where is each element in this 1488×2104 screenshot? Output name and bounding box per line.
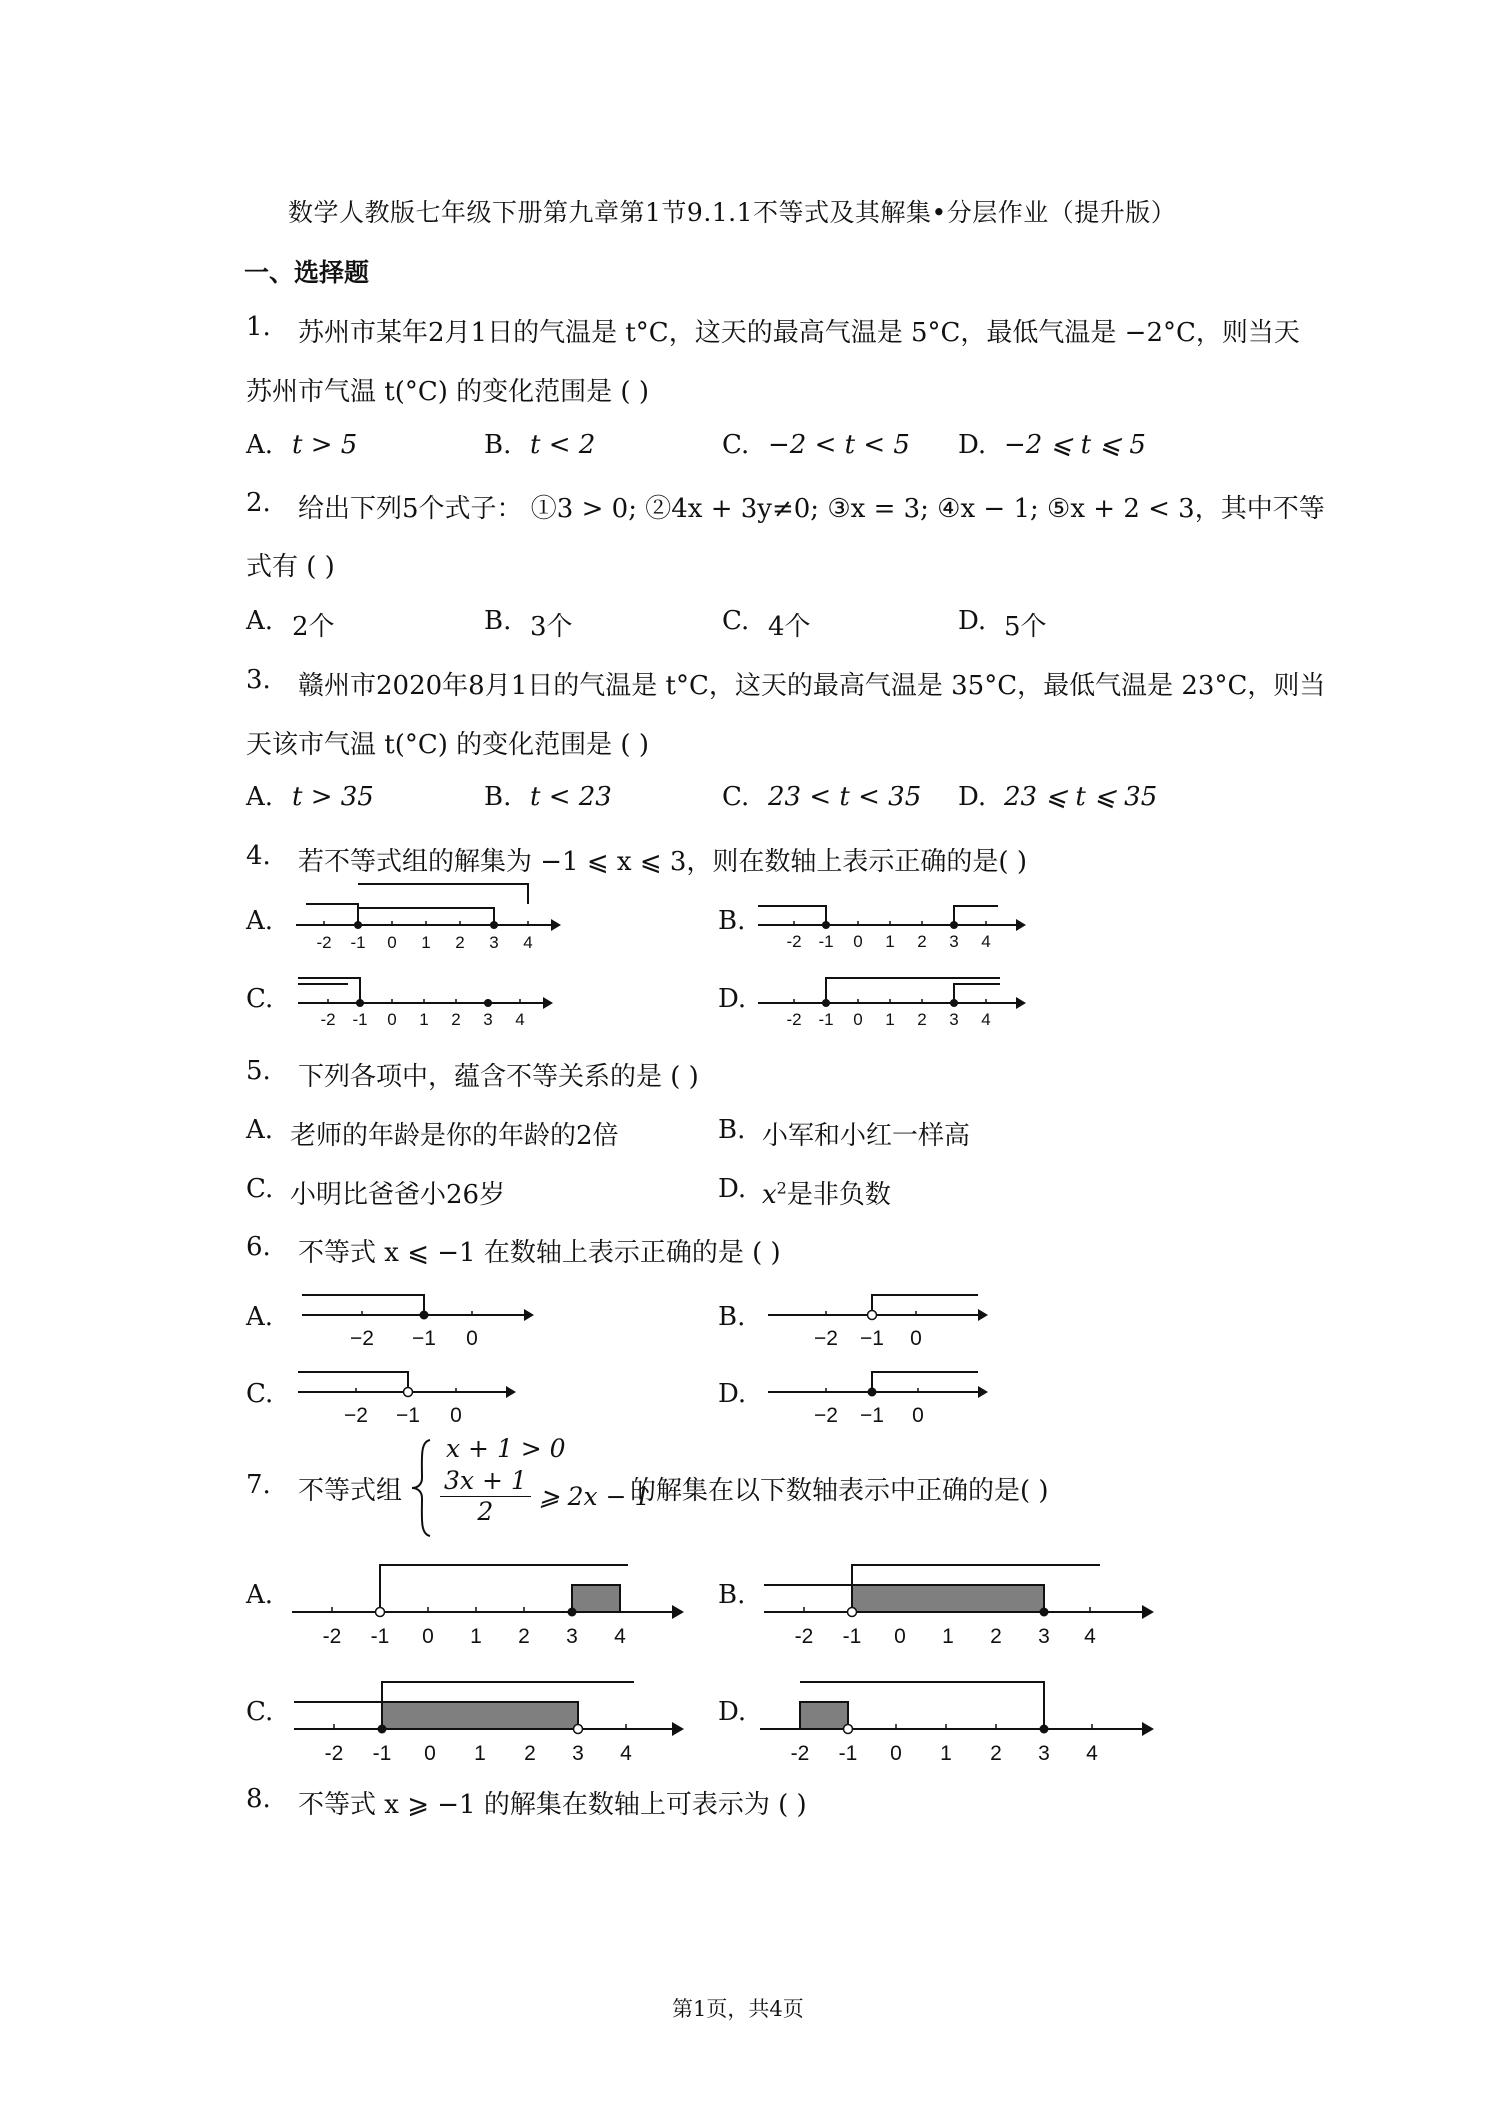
q5-option-a-text: 老师的年龄是你的年龄的2倍	[290, 1121, 619, 1151]
q6-option-c-label[interactable]: C.	[246, 1379, 274, 1409]
q3-option-b-label[interactable]: B.	[484, 782, 512, 812]
q2-option-a-text: 2个	[292, 612, 335, 642]
tick-label: 3	[1038, 1742, 1050, 1765]
tick-label: 3	[949, 932, 959, 951]
q7-option-d-label[interactable]: D.	[718, 1697, 747, 1727]
q3-option-b-text: t < 23	[530, 782, 612, 812]
q6-option-b-number-line	[768, 1285, 998, 1355]
question-3-number: 3.	[246, 665, 271, 695]
question-5-line1: 下列各项中，蕴含不等关系的是 ( )	[298, 1062, 699, 1092]
tick-label: 1	[940, 1742, 952, 1765]
tick-label: 2	[451, 1010, 461, 1029]
tick-label: 1	[421, 933, 431, 952]
q2-option-d-text: 5个	[1004, 612, 1047, 642]
system-rhs: ⩾ 2x − 1	[538, 1482, 651, 1511]
question-7-number: 7.	[246, 1470, 271, 1500]
tick-label: -1	[818, 932, 834, 951]
tick-label: 0	[910, 1327, 922, 1350]
question-8-number: 8.	[246, 1784, 271, 1814]
q7-option-b-label[interactable]: B.	[718, 1580, 746, 1610]
system-line-1: x + 1 > 0	[446, 1434, 566, 1463]
tick-label: 2	[455, 933, 465, 952]
q5-d-sup: 2	[776, 1178, 787, 1198]
tick-label: −1	[860, 1404, 884, 1427]
tick-label: 2	[990, 1625, 1002, 1648]
tick-label: -1	[838, 1742, 858, 1765]
question-7-suffix: 的解集在以下数轴表示中正确的是( )	[630, 1476, 1049, 1506]
question-1-line2: 苏州市气温 t(°C) 的变化范围是 ( )	[246, 377, 649, 407]
tick-label: 3	[949, 1010, 959, 1029]
q6-option-a-label[interactable]: A.	[246, 1302, 274, 1332]
question-6-line1: 不等式 x ⩽ −1 在数轴上表示正确的是 ( )	[298, 1238, 781, 1268]
tick-label: 1	[942, 1625, 954, 1648]
q1-option-c-label[interactable]: C.	[722, 430, 750, 460]
tick-label: 2	[524, 1742, 536, 1765]
tick-label: 0	[387, 1010, 397, 1029]
q6-option-b-label[interactable]: B.	[718, 1302, 746, 1332]
q2-option-d-label[interactable]: D.	[958, 606, 987, 636]
tick-label: 4	[515, 1010, 525, 1029]
question-6-number: 6.	[246, 1232, 271, 1262]
q3-option-d-text: 23 ⩽ t ⩽ 35	[1004, 782, 1158, 812]
question-1-number: 1.	[246, 312, 271, 342]
tick-label: 4	[981, 932, 991, 951]
tick-label: 3	[566, 1625, 578, 1648]
q1-option-a-label[interactable]: A.	[246, 430, 274, 460]
tick-label: -2	[316, 933, 332, 952]
question-2-number: 2.	[246, 488, 271, 518]
tick-label: 4	[981, 1010, 991, 1029]
q3-option-d-label[interactable]: D.	[958, 782, 987, 812]
q1-option-d-text: −2 ⩽ t ⩽ 5	[1004, 430, 1146, 460]
tick-label: -2	[790, 1742, 810, 1765]
tick-label: -1	[370, 1625, 390, 1648]
q4-option-a-label[interactable]: A.	[246, 906, 274, 936]
tick-label: 2	[990, 1742, 1002, 1765]
q2-option-c-text: 4个	[768, 612, 811, 642]
tick-label: 1	[474, 1742, 486, 1765]
tick-label: 0	[424, 1742, 436, 1765]
tick-label: 4	[614, 1625, 626, 1648]
q4-option-c-number-line	[298, 968, 558, 1038]
q5-option-d-label[interactable]: D.	[718, 1174, 747, 1204]
q1-option-b-label[interactable]: B.	[484, 430, 512, 460]
q4-option-c-label[interactable]: C.	[246, 984, 274, 1014]
fraction-denominator: 2	[477, 1497, 494, 1526]
tick-label: 2	[917, 1010, 927, 1029]
q5-option-c-label[interactable]: C.	[246, 1174, 274, 1204]
q5-option-d-text	[762, 1174, 891, 1211]
tick-label: -2	[322, 1625, 342, 1648]
system-brace	[410, 1438, 434, 1538]
tick-label: 3	[572, 1742, 584, 1765]
q3-option-a-label[interactable]: A.	[246, 782, 274, 812]
question-5-number: 5.	[246, 1056, 271, 1086]
q5-d-base: x	[762, 1180, 777, 1210]
tick-label: −2	[350, 1327, 374, 1350]
tick-label: −2	[344, 1404, 368, 1427]
q3-option-c-label[interactable]: C.	[722, 782, 750, 812]
q7-option-c-label[interactable]: C.	[246, 1697, 274, 1727]
tick-label: -2	[794, 1625, 814, 1648]
section-heading: 一、选择题	[244, 258, 370, 287]
tick-label: 4	[1086, 1742, 1098, 1765]
tick-label: -2	[320, 1010, 336, 1029]
fraction-numerator: 3x + 1	[440, 1466, 531, 1497]
q2-option-c-label[interactable]: C.	[722, 606, 750, 636]
tick-label: 0	[890, 1742, 902, 1765]
question-2-line1: 给出下列5个式子： ①3 > 0; ②4x + 3y≠0; ③x = 3; ④x − 1; ⑤x + 2 < 3，其中不等	[298, 494, 1325, 524]
q4-option-d-number-line	[758, 968, 1028, 1038]
tick-label: −2	[814, 1327, 838, 1350]
q4-option-b-number-line	[758, 890, 1028, 960]
question-8-line1: 不等式 x ⩾ −1 的解集在数轴上可表示为 ( )	[298, 1790, 807, 1820]
q1-option-b-text: t < 2	[530, 430, 596, 460]
tick-label: -1	[842, 1625, 862, 1648]
tick-label: -2	[324, 1742, 344, 1765]
tick-label: 3	[489, 933, 499, 952]
q2-option-b-label[interactable]: B.	[484, 606, 512, 636]
question-3-line2: 天该市气温 t(°C) 的变化范围是 ( )	[246, 730, 649, 760]
tick-label: −1	[396, 1404, 420, 1427]
q5-option-b-label[interactable]: B.	[718, 1115, 746, 1145]
tick-label: -1	[372, 1742, 392, 1765]
tick-label: -2	[786, 1010, 802, 1029]
q1-option-d-label[interactable]: D.	[958, 430, 987, 460]
q6-option-a-number-line	[302, 1285, 542, 1355]
q2-option-a-label[interactable]: A.	[246, 606, 274, 636]
tick-label: 4	[620, 1742, 632, 1765]
tick-label: -1	[352, 1010, 368, 1029]
q1-option-c-text: −2 < t < 5	[768, 430, 910, 460]
q5-option-a-label[interactable]: A.	[246, 1115, 274, 1145]
q3-option-c-text: 23 < t < 35	[768, 782, 922, 812]
tick-label: 0	[466, 1327, 478, 1350]
question-4-number: 4.	[246, 841, 271, 871]
tick-label: −2	[814, 1404, 838, 1427]
tick-label: 2	[917, 932, 927, 951]
q1-option-a-text: t > 5	[292, 430, 358, 460]
tick-label: 0	[387, 933, 397, 952]
question-4-line1: 若不等式组的解集为 −1 ⩽ x ⩽ 3，则在数轴上表示正确的是( )	[298, 847, 1027, 877]
q7-option-a-number-line	[292, 1555, 692, 1655]
q4-option-b-label[interactable]: B.	[718, 906, 746, 936]
tick-label: -1	[818, 1010, 834, 1029]
tick-label: 0	[912, 1404, 924, 1427]
tick-label: 0	[422, 1625, 434, 1648]
q5-d-rest: 是非负数	[786, 1180, 891, 1210]
tick-label: -2	[786, 932, 802, 951]
tick-label: 4	[1084, 1625, 1096, 1648]
q6-option-c-number-line	[298, 1362, 538, 1432]
q5-option-c-text: 小明比爸爸小26岁	[290, 1180, 506, 1210]
q6-option-d-label[interactable]: D.	[718, 1379, 747, 1409]
tick-label: 1	[885, 1010, 895, 1029]
tick-label: -1	[350, 933, 366, 952]
tick-label: 4	[523, 933, 533, 952]
system-line-2	[440, 1466, 650, 1527]
q7-option-a-label[interactable]: A.	[246, 1580, 274, 1610]
tick-label: 3	[1038, 1625, 1050, 1648]
tick-label: −1	[412, 1327, 436, 1350]
q5-option-b-text: 小军和小红一样高	[762, 1121, 971, 1151]
q4-option-d-label[interactable]: D.	[718, 984, 747, 1014]
tick-label: −1	[860, 1327, 884, 1350]
page-title: 数学人教版七年级下册第九章第1节9.1.1不等式及其解集•分层作业（提升版）	[288, 198, 1177, 227]
question-3-line1: 赣州市2020年8月1日的气温是 t°C，这天的最高气温是 35°C，最低气温是 23°C，则当	[298, 671, 1326, 701]
tick-label: 0	[853, 932, 863, 951]
question-2-line2: 式有 ( )	[246, 552, 335, 582]
tick-label: 1	[419, 1010, 429, 1029]
tick-label: 0	[894, 1625, 906, 1648]
tick-label: 0	[853, 1010, 863, 1029]
q7-option-c-number-line	[294, 1672, 694, 1772]
tick-label: 3	[483, 1010, 493, 1029]
page-footer: 第1页，共4页	[672, 1997, 804, 2021]
question-7-prefix: 不等式组	[298, 1476, 403, 1506]
q7-option-b-number-line	[764, 1555, 1164, 1655]
q7-option-d-number-line	[760, 1672, 1160, 1772]
tick-label: 1	[885, 932, 895, 951]
tick-label: 0	[450, 1404, 462, 1427]
q4-option-a-number-line	[296, 880, 556, 960]
q6-option-d-number-line	[768, 1362, 998, 1432]
q2-option-b-text: 3个	[530, 612, 573, 642]
q3-option-a-text: t > 35	[292, 782, 374, 812]
tick-label: 2	[518, 1625, 530, 1648]
question-1-line1: 苏州市某年2月1日的气温是 t°C，这天的最高气温是 5°C，最低气温是 −2°C，则当天	[298, 318, 1300, 348]
tick-label: 1	[470, 1625, 482, 1648]
